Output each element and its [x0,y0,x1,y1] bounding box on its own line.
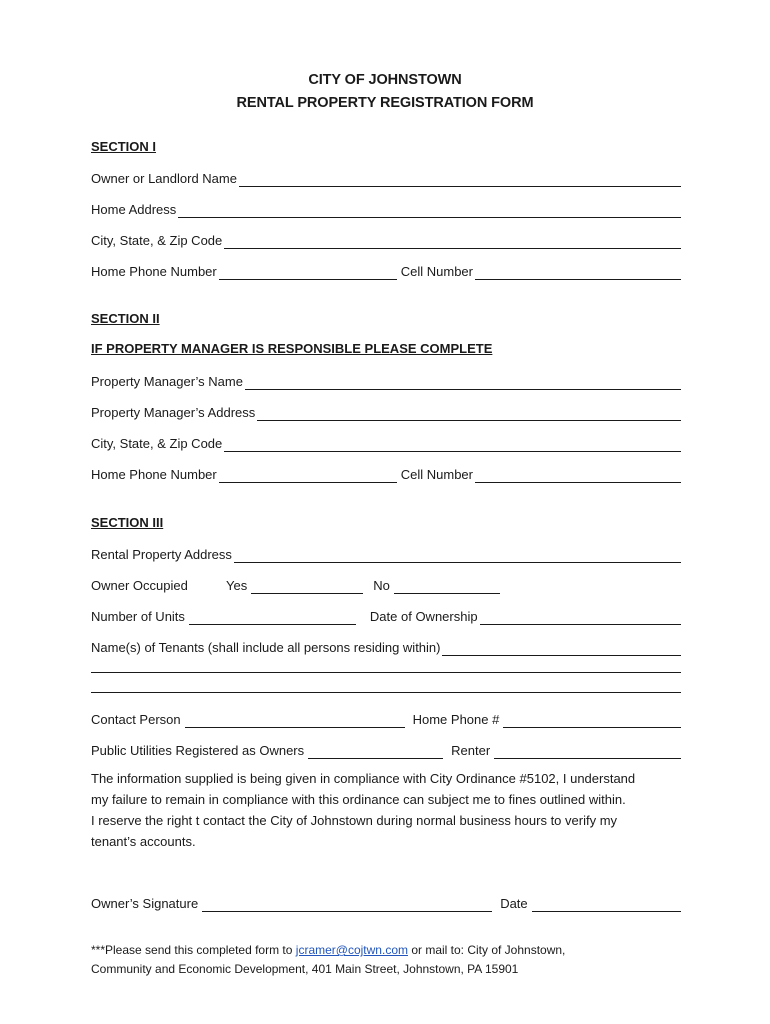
statement-line-2: my failure to remain in compliance with this ordinance can subject me to fines outlined within. [91,792,626,807]
owner-occupied-yes-label: Yes [226,578,248,593]
manager-phone-row [91,463,681,483]
manager-name-field[interactable] [245,375,681,390]
phone-row [91,260,681,280]
footer-note [91,941,691,979]
owner-occupied-yes-field[interactable] [251,579,363,594]
owner-occupied-row [91,574,511,594]
form-title: RENTAL PROPERTY REGISTRATION FORM [236,95,534,111]
statement-line-4: tenant’s accounts. [91,834,196,849]
manager-address-field[interactable] [257,406,681,421]
manager-city-state-zip-row [91,432,681,452]
number-of-units-label: Number of Units [91,609,185,624]
section-1-heading: SECTION I [91,139,157,154]
manager-city-state-zip-field[interactable] [224,437,681,452]
owner-name-label: Owner or Landlord Name [91,171,237,186]
home-address-field[interactable] [178,203,681,218]
owner-occupied-no-label: No [373,578,390,593]
signature-row [91,892,681,912]
utilities-row [91,739,681,759]
city-state-zip-row [91,229,681,249]
section-2-subheading: IF PROPERTY MANAGER IS RESPONSIBLE PLEASE COMPLETE [91,341,493,356]
owner-name-row [91,167,681,187]
statement-line-3: I reserve the right t contact the City of Johnstown during normal business hours to verify my [91,813,618,828]
manager-cell-number-field[interactable] [475,468,681,483]
renter-field[interactable] [494,744,681,759]
footer-line-1 [91,941,691,960]
manager-city-state-zip-label: City, State, & Zip Code [91,436,223,451]
rental-address-row [91,543,681,563]
manager-address-row [91,401,681,421]
owner-signature-field[interactable] [202,897,492,912]
signature-date-label: Date [500,896,528,911]
tenants-row [91,636,681,656]
number-of-units-field[interactable] [189,610,356,625]
date-of-ownership-label: Date of Ownership [369,609,478,624]
utilities-label: Public Utilities Registered as Owners [91,743,305,758]
tenants-field-line-3[interactable] [91,692,681,693]
contact-row [91,708,681,728]
signature-date-field[interactable] [532,897,681,912]
rental-address-label: Rental Property Address [91,547,232,562]
footer-suffix: or mail to: City of Johnstown, [407,943,566,957]
manager-home-phone-label: Home Phone Number [91,467,217,482]
contact-home-phone-label: Home Phone # [412,712,500,727]
renter-label: Renter [451,743,491,758]
section-2-heading: SECTION II [91,311,160,326]
owner-signature-label: Owner’s Signature [91,896,199,911]
home-address-label: Home Address [91,202,177,217]
city-state-zip-field[interactable] [224,234,681,249]
tenants-field-line-2[interactable] [91,672,681,673]
owner-occupied-no-field[interactable] [394,579,500,594]
manager-name-row [91,370,681,390]
home-address-row [91,198,681,218]
contact-person-label: Contact Person [91,712,181,727]
contact-home-phone-field[interactable] [503,713,681,728]
cell-number-field[interactable] [475,265,681,280]
compliance-statement [91,768,691,852]
home-phone-label: Home Phone Number [91,264,217,279]
home-phone-field[interactable] [219,265,397,280]
manager-cell-number-label: Cell Number [400,467,473,482]
tenants-label: Name(s) of Tenants (shall include all persons residing within) [91,640,441,655]
tenants-field[interactable] [442,641,681,656]
manager-name-label: Property Manager’s Name [91,374,243,389]
manager-address-label: Property Manager’s Address [91,405,256,420]
form-title-city: CITY OF JOHNSTOWN [308,72,462,88]
utilities-owner-field[interactable] [308,744,443,759]
rental-address-field[interactable] [234,548,681,563]
city-state-zip-label: City, State, & Zip Code [91,233,223,248]
date-of-ownership-field[interactable] [480,610,681,625]
contact-person-field[interactable] [185,713,405,728]
email-link[interactable]: jcramer@cojtwn.com [295,943,408,957]
cell-number-label: Cell Number [400,264,473,279]
section-3-heading: SECTION III [91,515,164,530]
units-row [91,605,681,625]
footer-prefix: ***Please send this completed form to [91,943,296,957]
owner-occupied-label: Owner Occupied [91,578,188,593]
owner-name-field[interactable] [239,172,681,187]
footer-line-2: Community and Economic Development, 401 Main Street, Johnstown, PA 15901 [91,962,519,976]
manager-home-phone-field[interactable] [219,468,397,483]
statement-line-1: The information supplied is being given in compliance with City Ordinance #5102, I understand [91,771,636,786]
